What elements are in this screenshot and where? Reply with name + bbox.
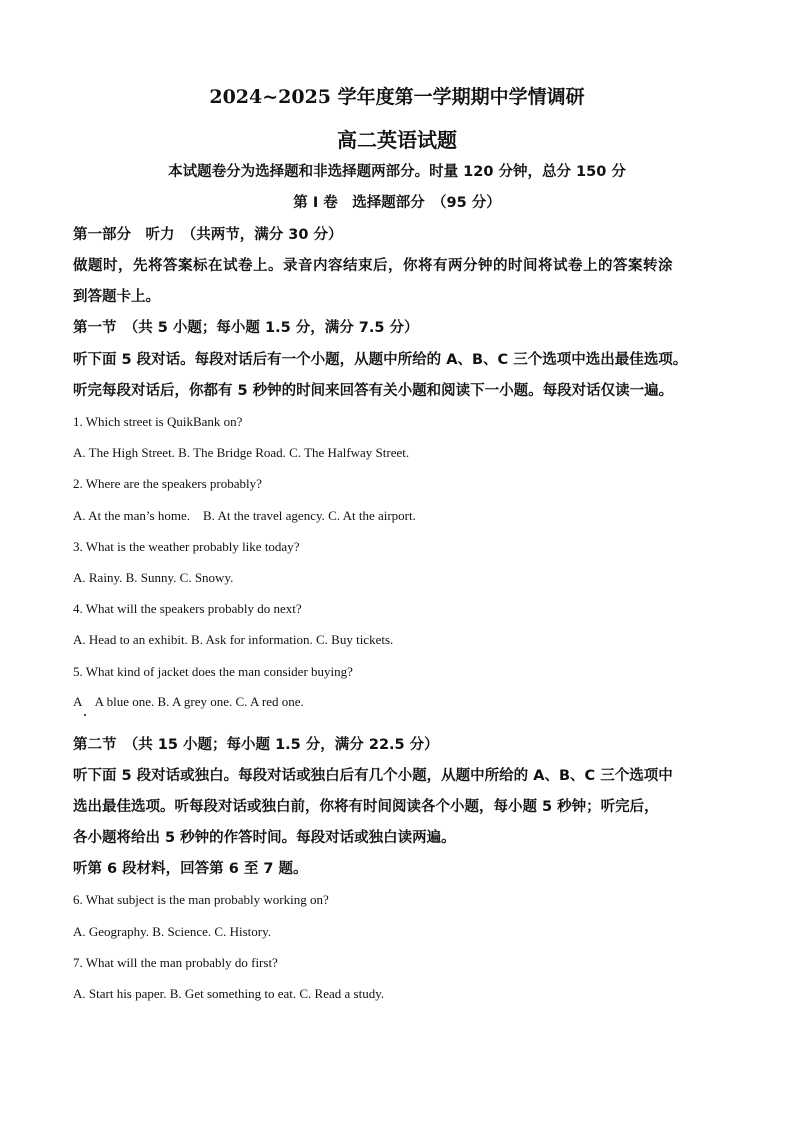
exam-instructions: 本试题卷分为选择题和非选择题两部分。时量 120 分钟，总分 150 分 <box>168 164 626 180</box>
section2-intro-line3: 各小题将给出 5 秒钟的作答时间。每段对话或独白读两遍。 <box>73 830 456 846</box>
question-5-options: A A blue one. B. A grey one. C. A red one. <box>73 694 304 709</box>
question-4: 4. What will the speakers probably do next? <box>73 601 302 616</box>
question-1-options: A. The High Street. B. The Bridge Road. C. The Halfway Street. <box>73 445 410 460</box>
section2-intro-line2: 选出最佳选项。听每段对话或独白前，你将有时间阅读各个小题，每小题 5 秒钟；听完后， <box>73 799 659 815</box>
section1-heading: 第一节 （共 5 小题；每小题 1.5 分，满分 7.5 分） <box>73 320 419 336</box>
question-2: 2. Where are the speakers probably? <box>73 476 262 491</box>
part1-intro-line1: 做题时，先将答案标在试卷上。录音内容结束后，你将有两分钟的时间将试卷上的答案转涂 <box>73 258 673 274</box>
part1-heading: 第一部分 听力 （共两节，满分 30 分） <box>73 227 343 243</box>
section1-intro-line1: 听下面 5 段对话。每段对话后有一个小题，从题中所给的 A、B、C 三个选项中选出最佳选项。 <box>73 352 688 368</box>
question-7-options: A. Start his paper. B. Get something to eat. C. Read a study. <box>73 986 385 1001</box>
section2-intro-line1: 听下面 5 段对话或独白。每段对话或独白后有几个小题，从题中所给的 A、B、C 三个选项中 <box>73 768 673 784</box>
volume-heading: 第 I 卷 选择题部分 （95 分） <box>293 195 501 211</box>
question-6: 6. What subject is the man probably working on? <box>73 892 329 907</box>
question-6-options: A. Geography. B. Science. C. History. <box>73 924 271 939</box>
exam-title: 2024~2025 学年度第一学期期中学情调研 <box>209 86 585 108</box>
exam-subtitle: 高二英语试题 <box>337 128 457 152</box>
question-5: 5. What kind of jacket does the man consider buying? <box>73 664 353 679</box>
stray-dot-mark <box>84 714 86 716</box>
section1-intro-line2: 听完每段对话后，你都有 5 秒钟的时间来回答有关小题和阅读下一小题。每段对话仅读一遍。 <box>73 383 674 399</box>
question-3: 3. What is the weather probably like today? <box>73 539 300 554</box>
section2-heading: 第二节 （共 15 小题；每小题 1.5 分，满分 22.5 分） <box>73 737 439 753</box>
question-3-options: A. Rainy. B. Sunny. C. Snowy. <box>73 570 234 585</box>
question-2-options: A. At the man’s home. B. At the travel agency. C. At the airport. <box>73 508 416 523</box>
question-4-options: A. Head to an exhibit. B. Ask for information. C. Buy tickets. <box>73 632 394 647</box>
question-1: 1. Which street is QuikBank on? <box>73 414 243 429</box>
material-6-heading: 听第 6 段材料，回答第 6 至 7 题。 <box>73 861 308 877</box>
question-7: 7. What will the man probably do first? <box>73 955 278 970</box>
part1-intro-line2: 到答题卡上。 <box>73 289 160 305</box>
